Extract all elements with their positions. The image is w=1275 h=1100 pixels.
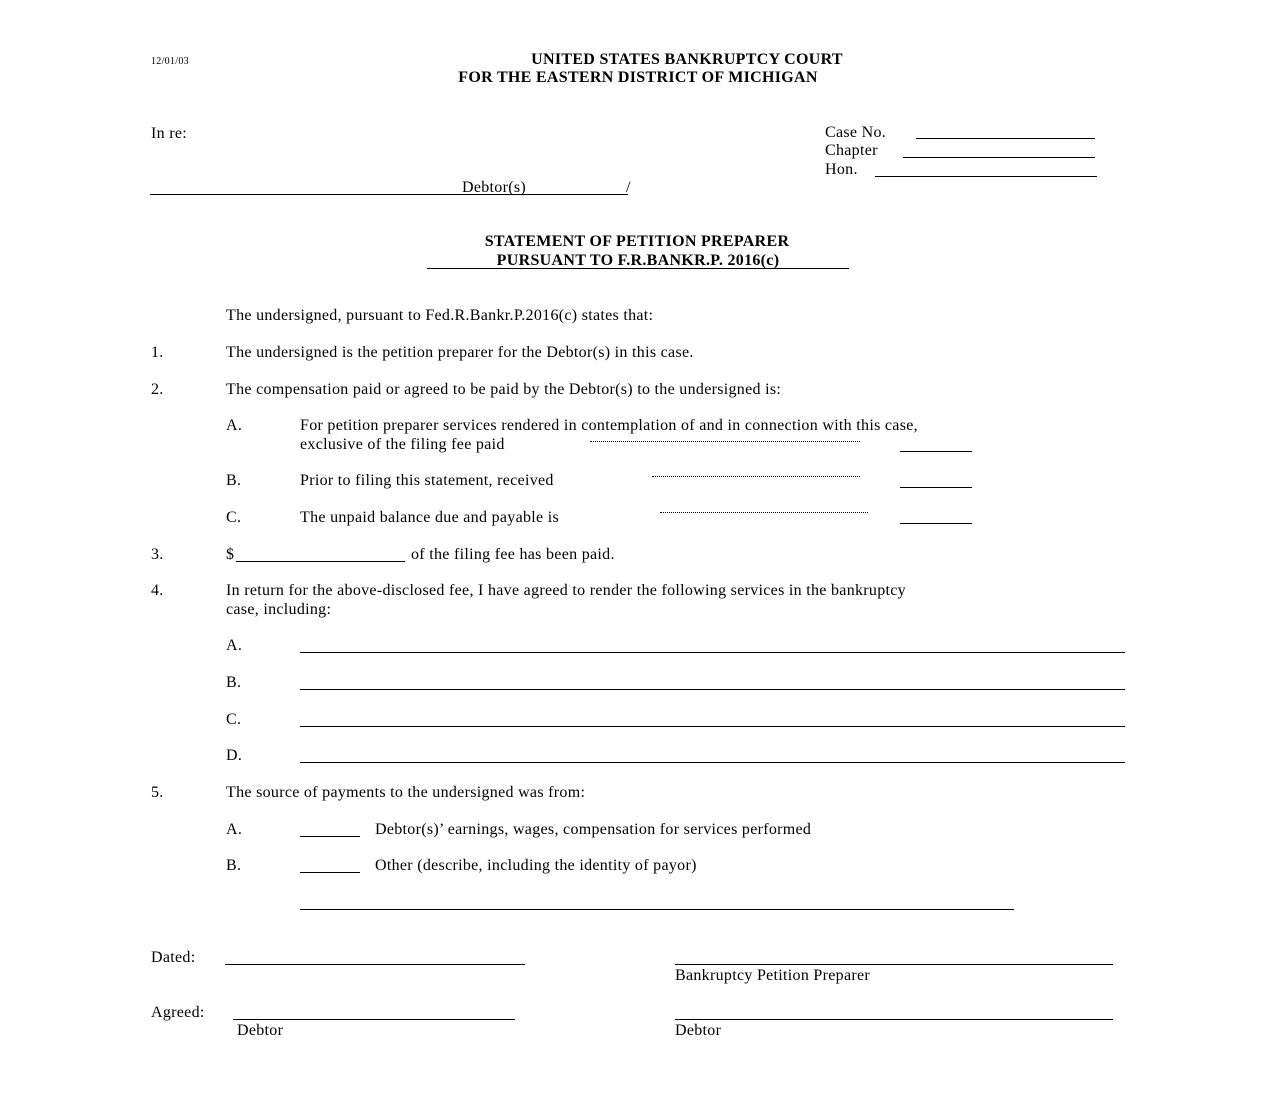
service-d-field[interactable] xyxy=(300,762,1125,763)
dated-label: Dated: xyxy=(151,949,196,966)
item-2a-amount-field[interactable] xyxy=(900,451,972,452)
item-2a-text-cont: exclusive of the filing fee paid xyxy=(300,436,505,453)
agreed-label: Agreed: xyxy=(151,1004,205,1021)
item-4-number: 4. xyxy=(151,582,164,599)
debtor-signature-label-right: Debtor xyxy=(675,1022,722,1039)
debtor-signature-label-left: Debtor xyxy=(237,1022,284,1039)
caption-slash: / xyxy=(626,179,631,196)
item-3-number: 3. xyxy=(151,546,164,563)
hon-label: Hon. xyxy=(825,161,858,178)
other-source-description-field[interactable] xyxy=(300,909,1014,910)
source-a-text: Debtor(s)’ earnings, wages, compensation for services performed xyxy=(375,821,812,838)
source-a-checkbox-field[interactable] xyxy=(300,836,360,837)
item-1-number: 1. xyxy=(151,344,164,361)
case-no-field[interactable] xyxy=(916,138,1095,139)
item-2b-amount-field[interactable] xyxy=(900,487,972,488)
item-1-text: The undersigned is the petition preparer for the Debtor(s) in this case. xyxy=(226,344,694,361)
case-no-label: Case No. xyxy=(825,124,887,141)
debtor-signature-field-right[interactable] xyxy=(675,1019,1113,1020)
item-2c-text: The unpaid balance due and payable is xyxy=(300,509,559,526)
service-b-letter: B. xyxy=(226,674,242,691)
item-2-number: 2. xyxy=(151,381,164,398)
item-4-text-cont: case, including: xyxy=(226,601,332,618)
service-c-field[interactable] xyxy=(300,726,1125,727)
service-a-field[interactable] xyxy=(300,652,1125,653)
item-2b-leader-dots xyxy=(652,476,860,477)
source-b-checkbox-field[interactable] xyxy=(300,872,360,873)
subtitle-underline xyxy=(427,268,849,269)
preparer-signature-field[interactable] xyxy=(675,964,1113,965)
item-4-text: In return for the above-disclosed fee, I have agreed to render the following services in the bankruptcy xyxy=(226,582,906,599)
chapter-field[interactable] xyxy=(903,157,1095,158)
service-a-letter: A. xyxy=(226,637,243,654)
item-5-text: The source of payments to the undersigned was from: xyxy=(226,784,586,801)
item-2c-amount-field[interactable] xyxy=(900,523,972,524)
item-2-text: The compensation paid or agreed to be paid by the Debtor(s) to the undersigned is: xyxy=(226,381,782,398)
item-2a-letter: A. xyxy=(226,417,243,434)
service-b-field[interactable] xyxy=(300,689,1125,690)
preparer-signature-label: Bankruptcy Petition Preparer xyxy=(675,967,871,984)
item-2a-leader-dots xyxy=(590,441,860,442)
service-c-letter: C. xyxy=(226,711,242,728)
in-re-label: In re: xyxy=(151,125,188,142)
item-2c-leader-dots xyxy=(660,512,868,513)
dated-field[interactable] xyxy=(225,964,525,965)
court-name: UNITED STATES BANKRUPTCY COURT xyxy=(531,51,843,68)
item-3-text: of the filing fee has been paid. xyxy=(411,546,615,563)
chapter-label: Chapter xyxy=(825,142,878,159)
service-d-letter: D. xyxy=(226,747,243,764)
item-2c-letter: C. xyxy=(226,509,242,526)
filing-fee-amount-field[interactable] xyxy=(236,561,405,562)
court-district: FOR THE EASTERN DISTRICT OF MICHIGAN xyxy=(458,69,818,86)
source-a-letter: A. xyxy=(226,821,243,838)
form-date: 12/01/03 xyxy=(151,56,189,67)
item-2a-text: For petition preparer services rendered in contemplation of and in connection with this case, xyxy=(300,417,918,434)
debtor-name-field[interactable] xyxy=(150,194,628,195)
source-b-letter: B. xyxy=(226,857,242,874)
document-title: STATEMENT OF PETITION PREPARER xyxy=(484,233,790,250)
item-2b-letter: B. xyxy=(226,472,242,489)
item-2b-text: Prior to filing this statement, received xyxy=(300,472,554,489)
document-subtitle: PURSUANT TO F.R.BANKR.P. 2016(c) xyxy=(496,252,780,269)
debtor-label: Debtor(s) xyxy=(462,179,527,196)
source-b-text: Other (describe, including the identity of payor) xyxy=(375,857,697,874)
item-3-dollar: $ xyxy=(226,546,235,563)
debtor-signature-field-left[interactable] xyxy=(233,1019,515,1020)
intro-text: The undersigned, pursuant to Fed.R.Bankr.P.2016(c) states that: xyxy=(226,307,654,324)
judge-field[interactable] xyxy=(875,176,1097,177)
item-5-number: 5. xyxy=(151,784,164,801)
